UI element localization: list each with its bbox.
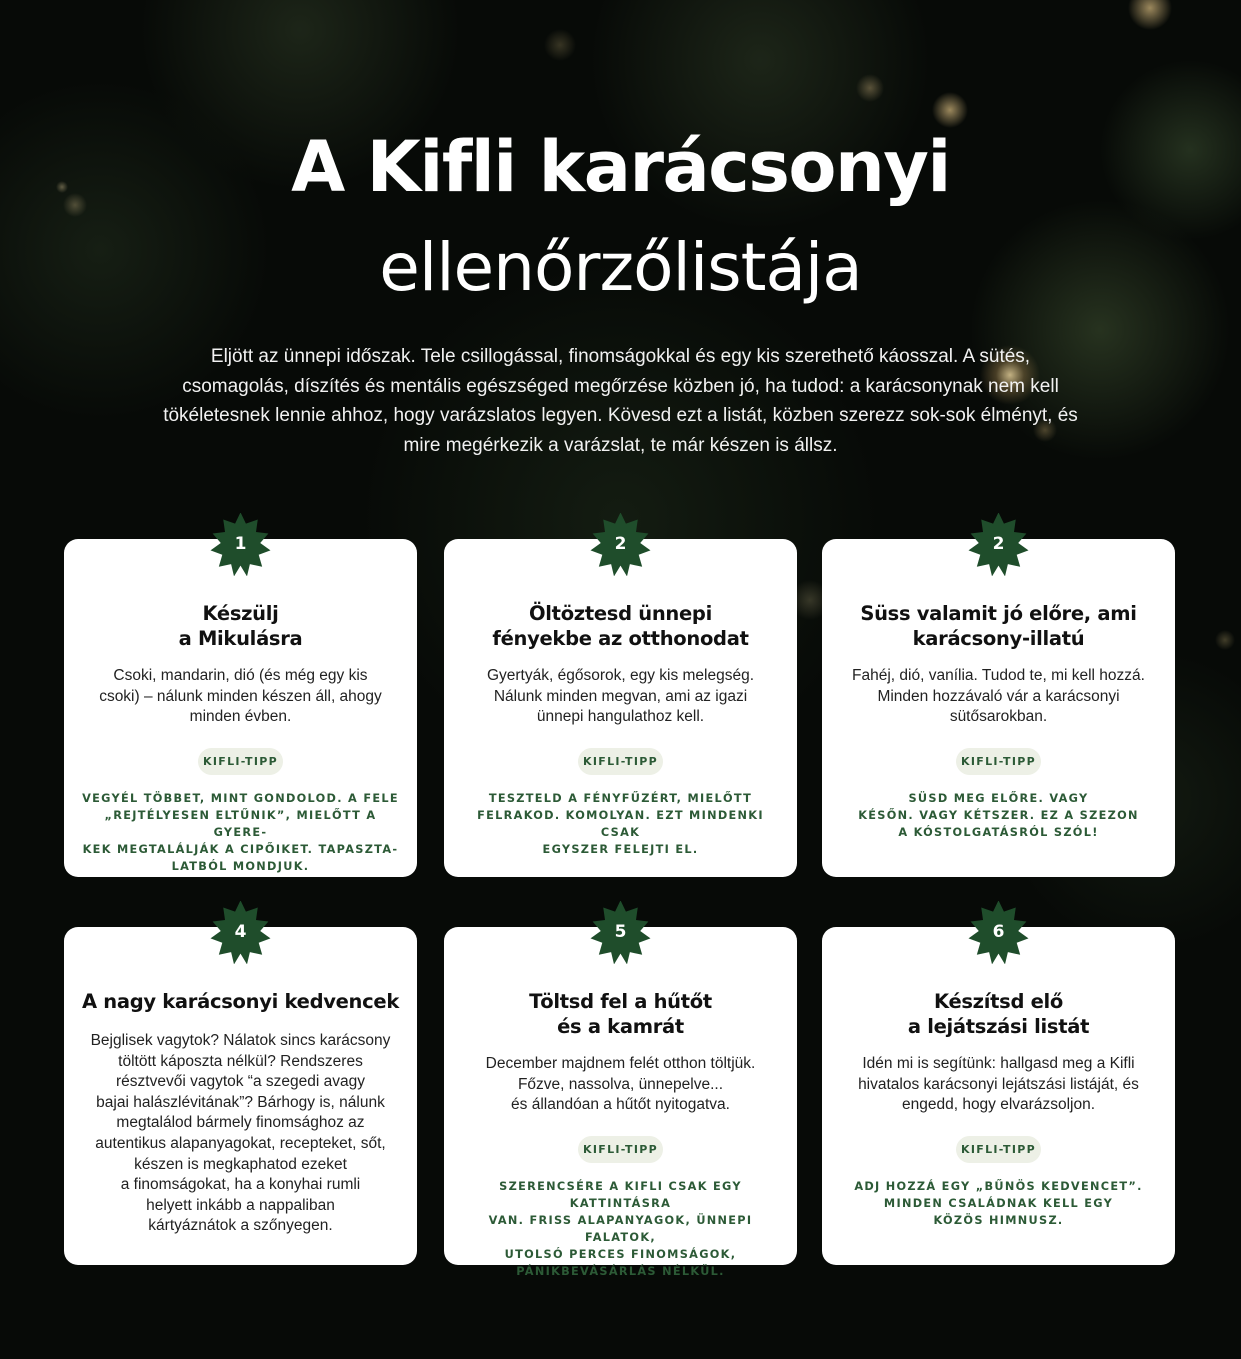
checklist-card-2 xyxy=(444,534,797,877)
kifli-tipp-badge: KIFLI-TIPP xyxy=(198,748,283,775)
kifli-tipp-badge: KIFLI-TIPP xyxy=(578,748,663,775)
tip-text: SZERENCSÉRE A KIFLI CSAK EGY KATTINTÁSRA VAN. FRISS ALAPANYAGOK, ÜNNEPI FALATOK, UTOLSÓ PERCES FINOMSÁGOK, PÁNIKBEVÁSÁRLÁS NÉLKÜL. xyxy=(488,1180,753,1278)
checklist-card-4 xyxy=(64,922,417,1265)
card-number: 5 xyxy=(614,922,627,942)
card-number: 6 xyxy=(992,922,1005,942)
number-badge xyxy=(589,901,652,964)
card-title: A nagy karácsonyi kedvencek xyxy=(81,990,399,1013)
intro-paragraph: Eljött az ünnepi időszak. Tele csillogással, finomságokkal és egy kis szerethető káosszal. A sütés, csomagolás, díszítés és mentális egészséged megőrzése közben jó, ha tudod: a karácsonynak nem kell tökéletesnek lennie ahhoz, hogy varázslatos legyen. Kövesd ezt a listát, közben szerezz sok-sok élményt, és mire megérkezik a varázslat, te már készen is állsz. xyxy=(163,346,1078,456)
number-badge xyxy=(209,513,272,576)
kifli-tipp-badge: KIFLI-TIPP xyxy=(578,1136,663,1163)
page-title: A Kifli karácsonyi xyxy=(291,126,950,208)
card-number: 1 xyxy=(234,534,247,554)
card-number: 2 xyxy=(992,534,1005,554)
card-title: Süss valamit jó előre, ami karácsony-illatú xyxy=(860,602,1137,650)
card-description: December majdnem felét otthon töltjük. Főzve, nassolva, ünnepelve... és állandóan a hűtőt nyitogatva. xyxy=(485,1055,756,1114)
card-title: Töltsd fel a hűtőt és a kamrát xyxy=(529,990,712,1038)
checklist-card-3 xyxy=(822,534,1175,877)
card-description: Fahéj, dió, vanília. Tudod te, mi kell hozzá. Minden hozzávaló vár a karácsonyi sütősarokban. xyxy=(852,667,1145,726)
checklist-card-1 xyxy=(64,534,417,877)
card-description: Idén mi is segítünk: hallgasd meg a Kifli hivatalos karácsonyi lejátszási listáját, és engedd, hogy elvarázsoljon. xyxy=(858,1055,1139,1114)
card-number: 2 xyxy=(614,534,627,554)
kifli-tipp-badge: KIFLI-TIPP xyxy=(956,748,1041,775)
card-description: Csoki, mandarin, dió (és még egy kis csoki) – nálunk minden készen áll, ahogy minden évben. xyxy=(99,667,382,726)
card-description: Gyertyák, égősorok, egy kis melegség. Nálunk minden megvan, ami az igazi ünnepi hangulathoz kell. xyxy=(486,667,755,726)
checklist-card-5 xyxy=(444,922,797,1278)
page-subtitle: ellenőrzőlistája xyxy=(379,229,862,306)
checklist-card-6 xyxy=(822,922,1175,1265)
kifli-tipp-badge: KIFLI-TIPP xyxy=(956,1136,1041,1163)
tip-text: VEGYÉL TÖBBET, MINT GONDOLOD. A FELE „REJTÉLYESEN ELTŰNIK”, MIELŐTT A GYERE- KEK MEGTALÁLJÁK A CIPŐIKET. TAPASZTA- LATBÓL MONDJUK. xyxy=(82,792,399,873)
card-title: Készítsd elő a lejátszási listát xyxy=(907,990,1090,1038)
card-number: 4 xyxy=(234,922,247,942)
number-badge xyxy=(589,513,652,576)
card-title: Öltöztesd ünnepi fényekbe az otthonodat xyxy=(492,602,749,650)
tip-text: TESZTELD A FÉNYFŰZÉRT, MIELŐTT FELRAKOD. KOMOLYAN. EZT MINDENKI CSAK EGYSZER FELEJTI EL. xyxy=(477,792,764,856)
tip-text: ADJ HOZZÁ EGY „BŰNÖS KEDVENCET”. MINDEN CSALÁDNAK KELL EGY KÖZÖS HIMNUSZ. xyxy=(854,1180,1143,1227)
number-badge xyxy=(967,513,1030,576)
number-badge xyxy=(209,901,272,964)
tip-text: SÜSD MEG ELŐRE. VAGY KÉSŐN. VAGY KÉTSZER. EZ A SZEZON A KÓSTOLGATÁSRÓL SZÓL! xyxy=(858,792,1139,839)
card-description: Bejglisek vagytok? Nálatok sincs karácsony töltött káposzta nélkül? Rendszeres résztvevői vagytok “a szegedi avagy bajai halászlévitának”? Bárhogy is, nálunk megtalálod bármely finomsághoz az autentikus alapanyagokat, recepteket, sőt, készen is megkaphatod ezeket a finomságokat, ha a konyhai rumli helyett inkább a nappaliban kártyáznátok a szőnyegen. xyxy=(90,1032,391,1235)
card-title: Készülj a Mikulásra xyxy=(178,602,303,650)
number-badge xyxy=(967,901,1030,964)
